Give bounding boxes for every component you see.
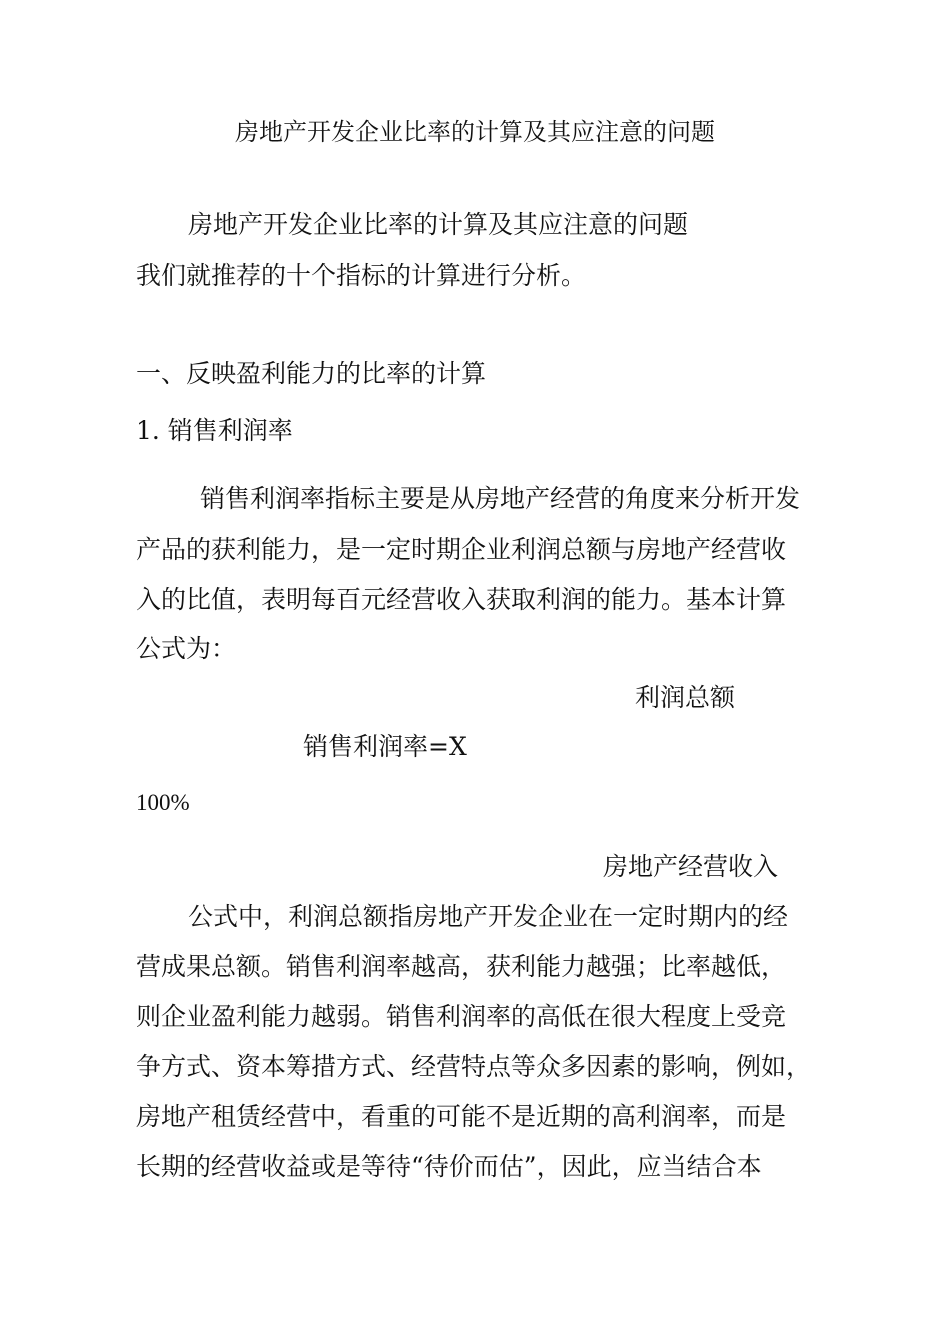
- paragraph-line: 长期的经营收益或是等待“待价而估”，因此，应当结合本: [136, 1152, 762, 1181]
- intro-line: 房地产开发企业比率的计算及其应注意的问题: [188, 210, 689, 239]
- intro-line: 我们就推荐的十个指标的计算进行分析。: [136, 261, 587, 290]
- document-title: 房地产开发企业比率的计算及其应注意的问题: [235, 118, 715, 146]
- paragraph-line: 销售利润率指标主要是从房地产经营的角度来分析开发: [200, 484, 801, 513]
- formula-multiplier: 100%: [136, 790, 190, 815]
- paragraph-line: 则企业盈利能力越弱。销售利润率的高低在很大程度上受竞: [136, 1002, 787, 1031]
- paragraph-line: 营成果总额。销售利润率越高，获利能力越强；比率越低，: [136, 952, 787, 981]
- paragraph-line: 争方式、资本筹措方式、经营特点等众多因素的影响，例如，: [136, 1052, 812, 1081]
- formula-numerator: 利润总额: [635, 683, 736, 712]
- paragraph-line: 公式为：: [136, 634, 237, 663]
- paragraph-line: 入的比值，表明每百元经营收入获取利润的能力。基本计算: [136, 585, 787, 614]
- section-heading: 一、反映盈利能力的比率的计算: [136, 359, 487, 388]
- formula-lhs: 销售利润率=X: [303, 732, 467, 761]
- formula-denominator: 房地产经营收入: [603, 852, 779, 881]
- paragraph-line: 产品的获利能力，是一定时期企业利润总额与房地产经营收: [136, 535, 787, 564]
- paragraph-line: 公式中，利润总额指房地产开发企业在一定时期内的经: [188, 902, 789, 931]
- subsection-heading: 1. 销售利润率: [136, 416, 293, 445]
- paragraph-line: 房地产租赁经营中，看重的可能不是近期的高利润率，而是: [136, 1102, 787, 1131]
